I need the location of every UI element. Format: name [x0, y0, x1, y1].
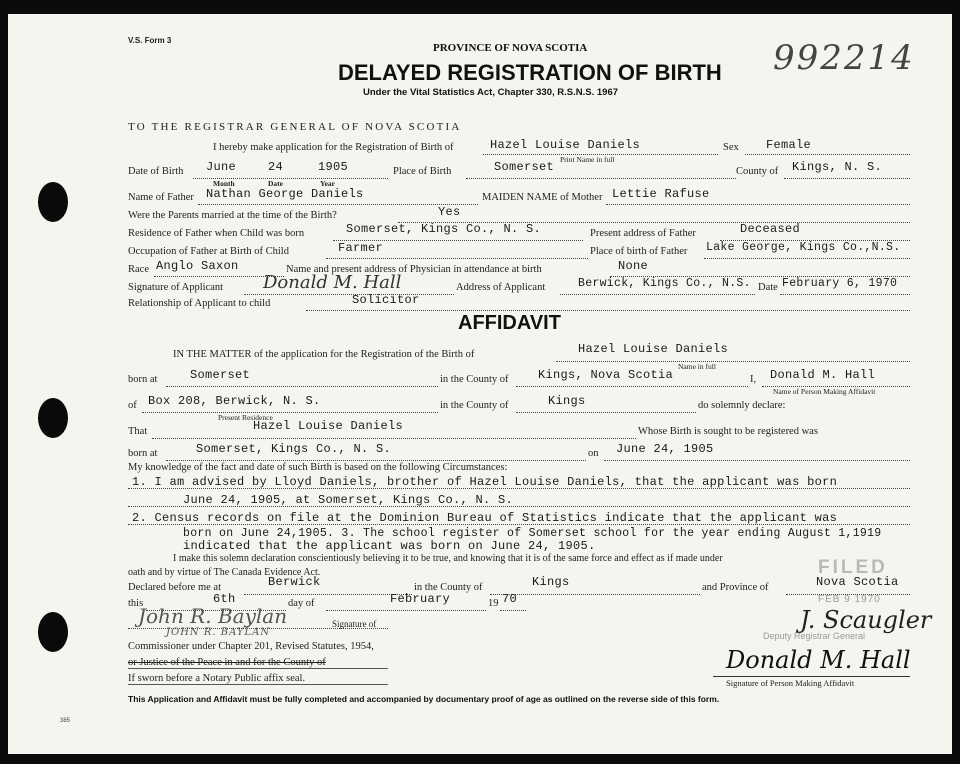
i-label: I, [750, 374, 757, 385]
present-addr-father-label: Present address of Father [590, 228, 696, 239]
addr-applicant: Berwick, Kings Co., N.S. [578, 277, 751, 290]
pob-label: Place of Birth [393, 166, 452, 177]
declared-at: Berwick [268, 575, 321, 589]
sex-value: Female [766, 138, 812, 152]
dob-day: 24 [268, 160, 284, 174]
solemn-declaration-2: oath and by virtue of The Canada Evidence Act. [128, 567, 321, 578]
filed-date: FEB 9 1970 [818, 594, 881, 605]
filed-stamp: FILED [818, 557, 888, 578]
declare-label: do solemnly declare: [698, 400, 786, 411]
dob-month: June [206, 160, 237, 174]
print-name-note: Print Name in full [560, 155, 615, 164]
in-county-label: in the County of [440, 374, 509, 385]
circumstance-line-2: June 24, 1905, at Somerset, Kings Co., N. S. [183, 493, 514, 507]
circumstance-line-3: 2. Census records on file at the Dominion Bureau of Statistics indicate that the applicant was [132, 511, 838, 525]
birth-registration-form [8, 14, 952, 754]
this-label: this [128, 598, 144, 609]
on-date: June 24, 1905 [616, 442, 714, 456]
of-label: of [128, 400, 137, 411]
notary-line: If sworn before a Notary Public affix seal. [128, 673, 306, 684]
res-father: Somerset, Kings Co., N. S. [346, 222, 542, 236]
solemn-declaration-1: I make this solemn declaration conscientiously believing it to be true, and knowing that it is of the same force and effect as if made under [173, 553, 723, 564]
occupation: Farmer [338, 241, 384, 255]
addr-applicant-label: Address of Applicant [456, 282, 546, 293]
affidavit-county: Kings, Nova Scotia [538, 368, 674, 382]
married-label: Were the Parents married at the time of the Birth? [128, 210, 337, 221]
affidavit-county-2: Kings [548, 394, 586, 408]
born-at-label-2: born at [128, 448, 158, 459]
declared-month: February [390, 592, 451, 606]
in-county-label-3: in the County of [414, 582, 483, 593]
born-at: Somerset [190, 368, 251, 382]
date-label: Date [268, 179, 283, 188]
page-title: DELAYED REGISTRATION OF BIRTH [338, 60, 722, 85]
applicant-signature: Donald M. Hall [263, 272, 402, 293]
physician-label: Name and present address of Physician in attendance at birth [286, 264, 542, 275]
province-heading: PROVINCE OF NOVA SCOTIA [433, 42, 588, 54]
commissioner-typed-name: JOHN R. BAYLAN [166, 627, 271, 638]
father-pob-label: Place of birth of Father [590, 246, 688, 257]
province-label: and Province of [702, 582, 769, 593]
declared-before-label: Declared before me at [128, 582, 221, 593]
declared-year: 70 [502, 592, 518, 606]
justice-line: or Justice of the Peace in and for the County of [128, 657, 326, 668]
year-prefix: 19 [488, 598, 499, 609]
declared-province: Nova Scotia [816, 575, 899, 589]
affidavit-name: Hazel Louise Daniels [578, 342, 729, 356]
punch-hole-middle [38, 398, 68, 438]
present-addr-father: Deceased [740, 222, 801, 236]
addressee: TO THE REGISTRAR GENERAL OF NOVA SCOTIA [128, 121, 462, 133]
physician-value: None [618, 259, 649, 273]
page-subtitle: Under the Vital Statistics Act, Chapter 330, R.S.N.S. 1967 [363, 87, 619, 98]
dob-year: 1905 [318, 160, 349, 174]
intro-label: I hereby make application for the Registration of Birth of [213, 142, 454, 153]
declared-day: 6th [213, 592, 236, 606]
on-label: on [588, 448, 599, 459]
res-father-label: Residence of Father when Child was born [128, 228, 305, 239]
corner-code: 385 [60, 718, 71, 724]
affiant-sig-note: Signature of Person Making Affidavit [726, 678, 855, 688]
that-label: That [128, 426, 148, 437]
circumstance-line-5: indicated that the applicant was born on June 24, 1905. [183, 539, 596, 553]
in-county-label-2: in the County of [440, 400, 509, 411]
whose-birth-label: Whose Birth is sought to be registered was [638, 426, 818, 437]
commissioner-signature: John R. Baylan [138, 604, 288, 628]
residence: Box 208, Berwick, N. S. [148, 394, 321, 408]
sex-label: Sex [723, 142, 739, 153]
commissioner-line: Commissioner under Chapter 201, Revised Statutes, 1954, [128, 641, 374, 652]
affidavit-matter: IN THE MATTER of the application for the Registration of the Birth of [173, 349, 475, 360]
child-name: Hazel Louise Daniels [490, 138, 641, 152]
father-label: Name of Father [128, 192, 194, 203]
declared-county: Kings [532, 575, 570, 589]
affiant-signature: Donald M. Hall [726, 646, 911, 674]
registrar-title: Deputy Registrar General [763, 631, 866, 641]
born-at-label: born at [128, 374, 158, 385]
punch-hole-top [38, 182, 68, 222]
that-name: Hazel Louise Daniels [253, 419, 404, 433]
residence-note: Present Residence [218, 413, 273, 422]
affiant-note: Name of Person Making Affidavit [773, 387, 876, 396]
affiant-name: Donald M. Hall [770, 368, 876, 382]
footer-note: This Application and Affidavit must be fully completed and accompanied by documentary proof of age as outlined on the reverse side of this form. [128, 694, 720, 704]
date-applied: February 6, 1970 [782, 277, 898, 290]
punch-hole-bottom [38, 612, 68, 652]
day-of-label: day of [288, 598, 315, 609]
name-in-full-note: Name in full [678, 362, 716, 371]
maiden-label: MAIDEN NAME of Mother [482, 192, 603, 203]
circumstance-line-1: 1. I am advised by Lloyd Daniels, brother of Hazel Louise Daniels, that the applicant was born [132, 475, 838, 489]
married-value: Yes [438, 205, 461, 219]
relationship-label: Relationship of Applicant to child [128, 298, 271, 309]
form-number: V.S. Form 3 [128, 36, 172, 45]
relationship-value: Solicitor [352, 293, 420, 307]
sig-applicant-label: Signature of Applicant [128, 282, 224, 293]
mother-name: Lettie Rafuse [612, 187, 710, 201]
year-label: Year [320, 179, 335, 188]
place-of-birth: Somerset [494, 160, 555, 174]
race-value: Anglo Saxon [156, 259, 239, 273]
race-label: Race [128, 264, 149, 275]
circumstance-line-4: born on June 24,1905. 3. The school register of Somerset school for the year ending August 1,1919 [183, 527, 882, 540]
father-name: Nathan George Daniels [206, 187, 364, 201]
occupation-label: Occupation of Father at Birth of Child [128, 246, 289, 257]
affidavit-heading: AFFIDAVIT [458, 312, 561, 334]
signature-of-label: Signature of [332, 619, 377, 629]
born-at-2: Somerset, Kings Co., N. S. [196, 442, 392, 456]
dob-label: Date of Birth [128, 166, 184, 177]
knowledge-label: My knowledge of the fact and date of such Birth is based on the following Circumstances: [128, 462, 508, 473]
date-applied-label: Date [758, 282, 778, 293]
county-value: Kings, N. S. [792, 160, 883, 174]
registrar-signature: J. Scaugler [800, 606, 932, 634]
file-number: 992214 [773, 38, 915, 78]
month-label: Month [213, 179, 235, 188]
county-label: County of [736, 166, 779, 177]
father-pob: Lake George, Kings Co.,N.S. [706, 241, 901, 254]
